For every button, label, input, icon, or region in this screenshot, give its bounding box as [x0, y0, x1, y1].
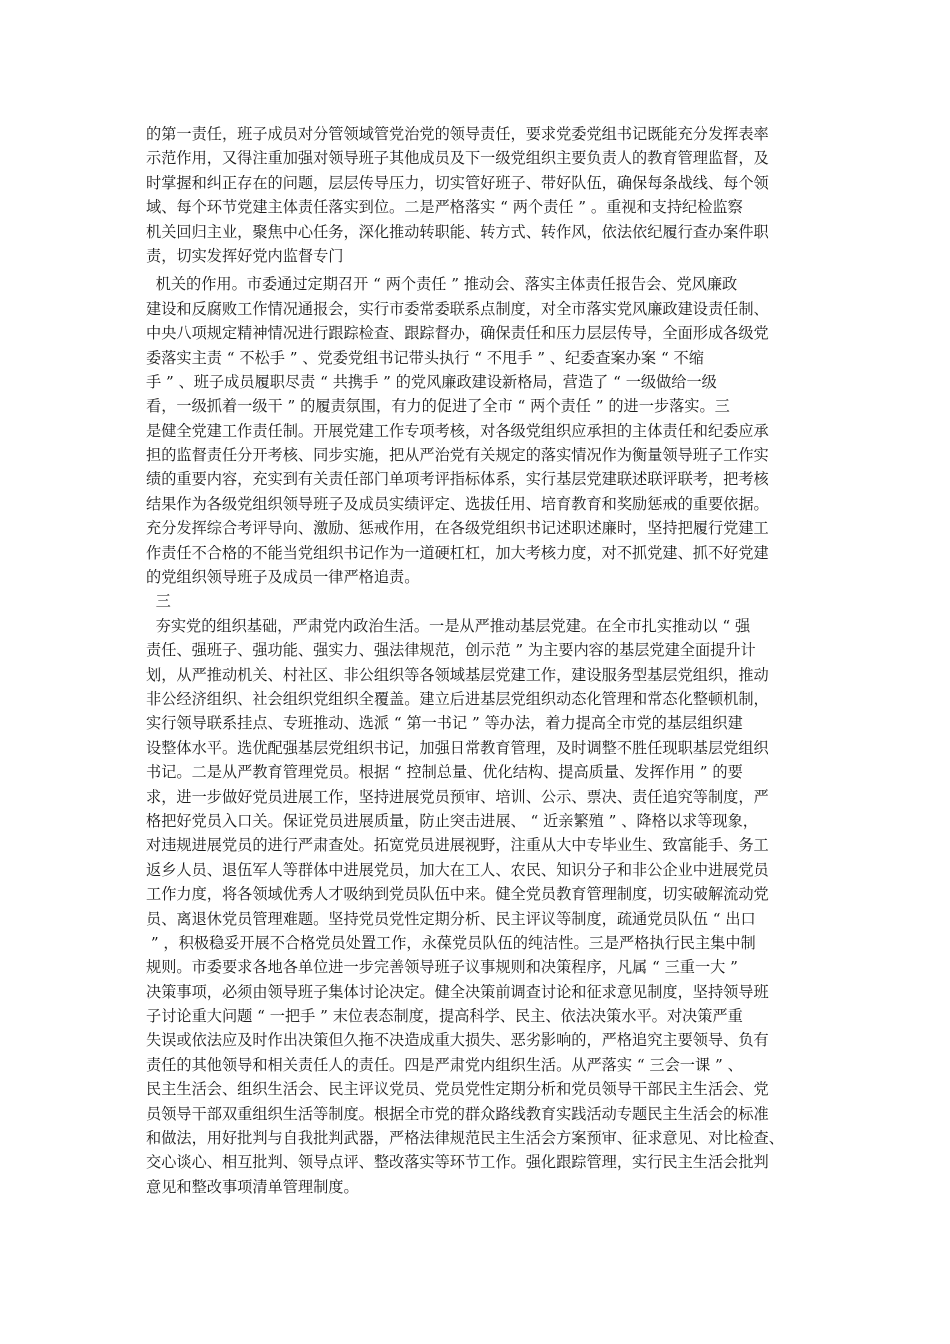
text-line: 决策事项，必须由领导班子集体讨论决定。健全决策前调查讨论和征求意见制度，坚持领导班 [146, 982, 769, 1001]
text-line: 对违规进展党员的进行严肃查处。拓宽党员进展视野，注重从大中专毕业生、致富能手、务工 [146, 836, 769, 855]
text-line: 充分发挥综合考评导向、激励、惩戒作用，在各级党组织书记述职述廉时，坚持把履行党建工 [146, 519, 769, 538]
text-line: 建设和反腐败工作情况通报会，实行市委常委联系点制度，对全市落实党风廉政建设责任制、 [146, 299, 769, 318]
text-line: 规则。市委要求各地各单位进一步完善领导班子议事规则和决策程序，凡属 “ 三重一大 ” [146, 958, 738, 977]
text-line: 和做法，用好批判与自我批判武器，严格法律规范民主生活会方案预审、征求意见、对比检查、 [146, 1129, 784, 1148]
text-line: 工作力度，将各领域优秀人才吸纳到党员队伍中来。健全党员教育管理制度，切实破解流动党 [146, 885, 769, 904]
text-line: 求，进一步做好党员进展工作，坚持进展党员预审、培训、公示、票决、责任追究等制度，严 [146, 787, 769, 806]
text-line: 设整体水平。选优配强基层党组织书记，加强日常教育管理，及时调整不胜任现职基层党组织 [146, 738, 769, 757]
text-line: 的党组织领导班子及成员一律严格追责。 [146, 568, 420, 587]
text-line: 子讨论重大问题 “ 一把手 ” 末位表态制度，提高科学、民主、依法决策水平。对决策严重 [146, 1007, 743, 1026]
text-line: 委落实主责 “ 不松手 ” 、党委党组书记带头执行 “ 不甩手 ” 、纪委查案办案 “ 不缩 [146, 348, 704, 367]
text-line: 域、每个环节党建主体责任落实到位。二是严格落实 “ 两个责任 ” 。重视和支持纪检监察 [146, 198, 743, 217]
text-line: 划，从严推动机关、村社区、非公组织等各领域基层党建工作，建设服务型基层党组织，推动 [146, 665, 769, 684]
text-line: ” ，积极稳妥开展不合格党员处置工作，永葆党员队伍的纯洁性。三是严格执行民主集中制 [146, 933, 756, 952]
text-line: 交心谈心、相互批判、领导点评、整改落实等环节工作。强化跟踪管理，实行民主生活会批判 [146, 1153, 769, 1172]
section-marker: 三 [146, 592, 171, 611]
text-line: 责任的其他领导和相关责任人的责任。四是严肃党内组织生活。从严落实 “ 三会一课 ” 、 [146, 1055, 743, 1074]
text-line: 责任、强班子、强功能、强实力、强法律规范，创示范 ” 为主要内容的基层党建全面提升计 [146, 641, 756, 660]
text-line: 作责任不合格的不能当党组织书记作为一道硬杠杠，加大考核力度，对不抓党建、抓不好党建 [146, 543, 769, 562]
text-line: 格把好党员入口关。保证党员进展质量，防止突击进展、 “ 近亲繁殖 ” 、降格以求等现象， [146, 811, 758, 830]
text-line: 看，一级抓着一级干 ” 的履责氛围，有力的促进了全市 “ 两个责任 ” 的进一步落实。三 [146, 397, 730, 416]
text-line: 机关回归主业，聚焦中心任务，深化推动转职能、转方式、转作风，依法依纪履行查办案件职 [146, 222, 769, 241]
text-line: 中央八项规定精神情况进行跟踪检查、跟踪督办，确保责任和压力层层传导，全面形成各级党 [146, 324, 769, 343]
text-line: 时掌握和纠正存在的问题，层层传导压力，切实管好班子、带好队伍，确保每条战线、每个领 [146, 173, 769, 192]
text-line: 担的监督责任分开考核、同步实施，把从严治党有关规定的落实情况作为衡量领导班子工作实 [146, 446, 769, 465]
text-line: 失误或依法应及时作出决策但久拖不决造成重大损失、恶劣影响的，严格追究主要领导、负有 [146, 1031, 769, 1050]
document-page [146, 122, 812, 1199]
text-line: 书记。二是从严教育管理党员。根据 “ 控制总量、优化结构、提高质量、发挥作用 ” 的要 [146, 763, 743, 782]
text-line: 民主生活会、组织生活会、民主评议党员、党员党性定期分析和党员领导干部民主生活会、党 [146, 1080, 769, 1099]
paragraph-3 [146, 614, 812, 1199]
text-line: 返乡人员、退伍军人等群体中进展党员，加大在工人、农民、知识分子和非公企业中进展党员 [146, 860, 769, 879]
paragraph-2 [146, 272, 812, 589]
text-line: 绩的重要内容，充实到有关责任部门单项考评指标体系，实行基层党建联述联评联考，把考核 [146, 470, 769, 489]
text-line: 结果作为各级党组织领导班子及成员实绩评定、选拔任用、培育教育和奖励惩戒的重要依据。 [146, 494, 769, 513]
text-line: 的第一责任，班子成员对分管领域管党治党的领导责任，要求党委党组书记既能充分发挥表率 [146, 125, 769, 143]
text-line: 是健全党建工作责任制。开展党建工作专项考核，对各级党组织应承担的主体责任和纪委应承 [146, 421, 769, 440]
text-line: 员、离退休党员管理难题。坚持党员党性定期分析、民主评议等制度，疏通党员队伍 “ 出口 [146, 909, 756, 928]
text-line: 手 ” 、班子成员履职尽责 “ 共携手 ” 的党风廉政建设新格局，营造了 “ 一级做给一级 [146, 372, 717, 391]
text-line: 夯实党的组织基础，严肃党内政治生活。一是从严推动基层党建。在全市扎实推动以 “ 强 [146, 616, 751, 635]
text-line: 实行领导联系挂点、专班推动、选派 “ 第一书记 ” 等办法，着力提高全市党的基层组织建 [146, 714, 743, 733]
text-line: 员领导干部双重组织生活等制度。根据全市党的群众路线教育实践活动专题民主生活会的标准 [146, 1104, 769, 1123]
text-line: 责，切实发挥好党内监督专门 [146, 246, 344, 265]
text-line: 机关的作用。市委通过定期召开 “ 两个责任 ” 推动会、落实主体责任报告会、党风廉政 [146, 275, 738, 294]
text-line: 示范作用，又得注重加强对领导班子其他成员及下一级党组织主要负责人的教育管理监督，及 [146, 149, 769, 168]
paragraph-1 [146, 122, 812, 268]
text-line: 意见和整改事项清单管理制度。 [146, 1177, 359, 1196]
text-line: 非公经济组织、社会组织党组织全覆盖。建立后进基层党组织动态化管理和常态化整顿机制， [146, 689, 769, 708]
